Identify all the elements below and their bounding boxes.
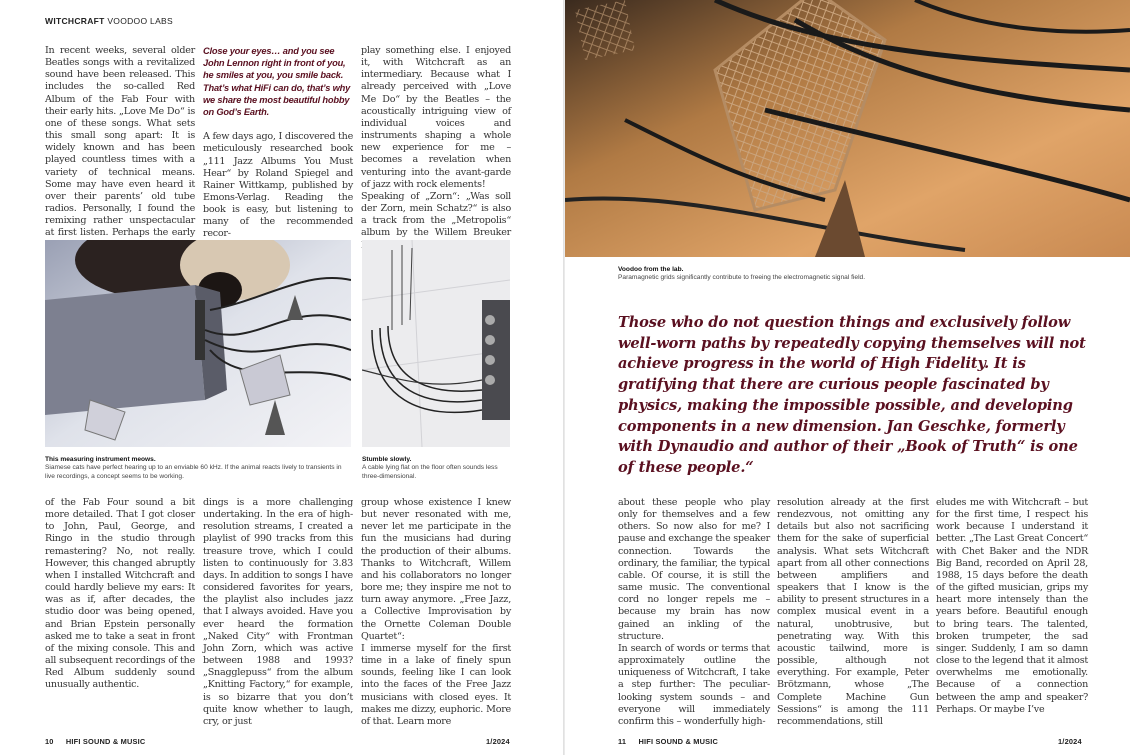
footer-issue: 1/2024 <box>1058 737 1082 746</box>
body-text: I immerse myself for the first time in a lake of finely spun sounds, feeling like I can look into the faces of the Free Jazz musicians with closed eyes. It makes me dizzy, euphoric. More of that. Learn more <box>361 642 511 727</box>
body-text: about these people who play only for themselves and a few others. So now also for me? I pause and exchange the speaker connection. Towards the ordinary, the familiar, the typical cable. Of course, it is still the same music. The conventional cord no longer repels me – because my brain has now gained an inkling of the structure. <box>618 497 770 642</box>
body-text: A few days ago, I discovered the meticulously researched book „111 Jazz Albums You Must Hear“ by Roland Spiegel and Rainer Wittkamp, published by Emons-Verlag. Reading the book is easy, but listening to many of the recommended recor- <box>203 131 353 240</box>
column-3 <box>936 497 1088 716</box>
column-1-top <box>45 45 195 252</box>
header-section: VOODOO LABS <box>107 16 173 26</box>
body-text: play something else. I enjoyed it, with Witchcraft as an intermediary. Because what I already perceived with „Love Me Do“ by the Beatles – the acoustically intriguing view of individual voices and instruments shaping a whole new experience for me – becomes a revelation when venturing into the avant-garde of jazz with rock elements! <box>361 45 511 190</box>
body-text: Speaking of „Zorn“: „Was soll der Zorn, mein Schatz?“ is also a track from the „Metropolis“ album by the Willem Breuker <box>361 190 511 239</box>
body-text: In search of words or terms that approximately outline the uniqueness of Witchcraft, I take a step further: The peculiar-looking system sounds – and everyone will immediately confirm this – wonderfully high- <box>618 642 770 727</box>
body-text: resolution already at the first rendezvous, not omitting any details but also not sacrificing them for the sake of superficial analysis. What sets Witchcraft apart from all other connections between amplifiers and speakers that I know is the ability to present structures in a complex musical event in a natural, unobtrusive, but penetrating way. With this acoustic tailwind, more is possible, although not everything. For example, Peter Brötzmann, whose „The Complete Machine Gun Sessions“ is among the 111 recommendations, still <box>777 497 929 727</box>
column-2 <box>777 497 929 728</box>
page-number: 11 <box>618 737 627 746</box>
magazine-name: HIFI SOUND & MUSIC <box>638 737 719 746</box>
caption-cable <box>362 456 502 481</box>
body-text: dings is a more challenging undertaking. In the era of high-resolution streams, I created a playlist of 990 tracks from this treasure trove, which I could listen to continuously for 3.83 days. In addition to songs I have considered favorites for years, the playlist also includes jazz that I always avoided. Have you ever heard the formation „Naked City“ with Frontman John Zorn, which was active between 1988 and 1993? „Snagglepuss“ from the album „Knitting Factory,“ for example, is so bizarre that you don’t quite know whether to laugh, cry, or just <box>203 497 353 727</box>
body-text: eludes me with Witchcraft – but for the first time, I respect his work because I understand it better. „The Last Great Concert“ with Chet Baker and the NDR Big Band, recorded on April 28, 1988, 15 days before the death of the gifted musician, grips my heart more intensely than the years before. Beautiful enough to bring tears. The talented, broken trumpeter, the sad singer. Suddenly, I am so damn close to the legend that it almost overwhelms me emotionally. Because of a connection between the amp and speaker? Perhaps. Or maybe I’ve <box>936 497 1088 715</box>
cat-device-illustration <box>45 240 351 447</box>
body-text: In recent weeks, several older Beatles songs with a revitalized sound have been released. This includes the so-called Red Album of the Fab Four with their early hits. „Love Me Do“ is one of these songs. What sets this small song apart: It is widely known and has been played countless times with a variety of technical means. Some may have even heard it over their parents’ old tube radios. Personally, I found the remixing rather unspectacular at first listen. Perhaps the early <box>45 45 195 239</box>
paramagnetic-grid-illustration <box>565 0 1130 257</box>
caption-text: Paramagnetic grids significantly contribute to freeing the electromagnetic signal field. <box>618 274 866 282</box>
caption-title: This measuring instrument meows. <box>45 456 156 463</box>
footer-issue: 1/2024 <box>486 737 510 746</box>
footer-left <box>45 737 145 746</box>
magazine-name: HIFI SOUND & MUSIC <box>65 737 146 746</box>
caption-grid <box>618 266 1018 283</box>
caption-title: Stumble slowly. <box>362 456 412 463</box>
column-1-bottom <box>45 497 195 692</box>
caption-cat <box>45 456 345 481</box>
caption-text: A cable lying flat on the floor often sounds less three-dimensional. <box>362 464 498 480</box>
caption-title: Voodoo from the lab. <box>618 266 684 273</box>
pull-quote: Close your eyes… and you see John Lennon right in front of you, he smiles at you, you smile back. That’s what HiFi can do, that’s why we share the most beautiful hobby on God’s Earth. <box>203 46 351 118</box>
cable-floor-illustration <box>362 240 510 447</box>
body-text: of the Fab Four sound a bit more detailed. That I got closer to John, Paul, George, and Ringo in the studio through remastering? No, not really. However, this changed abruptly when I installed Witchcraft and could hardly believe my ears: It was as if, after decades, the studio door was being opened, and Brian Epstein personally asked me to take a seat in front of the mixing console. This and all subsequent recordings of the Red Album suddenly sound unusually authentic. <box>45 497 195 691</box>
caption-text: Siamese cats have perfect hearing up to an enviable 60 kHz. If the animal reacts lively to transients in live recordings, a concept seems to be working. <box>45 464 342 480</box>
column-2-bottom <box>203 497 353 728</box>
footer-left <box>618 737 718 746</box>
cable-floor-photo <box>362 240 510 447</box>
right-page <box>565 0 1130 755</box>
column-3-bottom <box>361 497 511 728</box>
page-number: 10 <box>45 737 54 746</box>
featured-quote: Those who do not question things and exclusively follow well-worn paths by repeatedly copying themselves will not achieve progress in the world of High Fidelity. It is gratifying that there are curious people fascinated by physics, making the impossible possible, and developing components in a new dimension. Jan Geschke, formerly with Dynaudio and author of their „Book of Truth“ is one of these people.“ <box>618 314 1086 476</box>
running-header <box>45 16 173 26</box>
column-2-top <box>203 45 353 241</box>
cat-device-photo <box>45 240 351 447</box>
body-text: group whose existence I knew but never resonated with me, never let me participate in the fun the musicians had during the production of their albums. Thanks to Witchcraft, Willem and his collaborators no longer bore me; they inspire me not to turn away anymore. „Free Jazz, a Collective Improvisation by the Ornette Coleman Double Quartet“: <box>361 497 511 642</box>
header-brand: WITCHCRAFT <box>45 16 105 26</box>
column-3-top <box>361 45 511 252</box>
column-1 <box>618 497 770 728</box>
grid-lab-photo <box>565 0 1130 257</box>
